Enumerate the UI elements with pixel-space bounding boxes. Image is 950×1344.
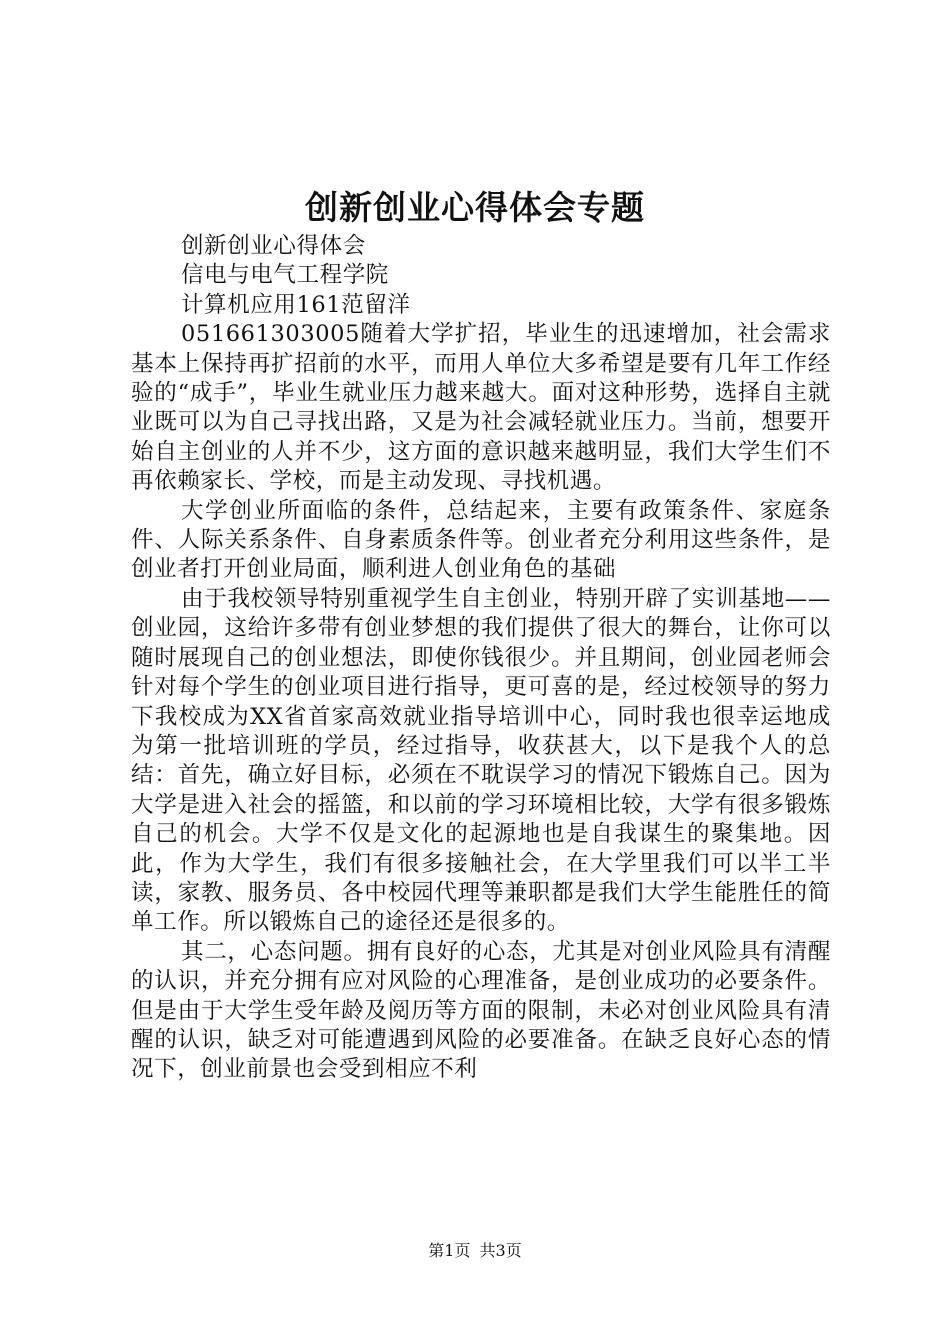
paragraph-intro: 051661303005随着大学扩招，毕业生的迅速增加，社会需求基本上保持再扩招前的水平，而用人单位大多希望是要有几年工作经验的“成手”，毕业生就业压力越来越大。面对这种形势，选择自主就业既可以为自己寻找出路，又是为社会减轻就业压力。当前，想要开始自主创业的人并不少，这方面的意识越来越明显，我们大学生们不再依赖家长、学校，而是主动发现、寻找机遇。 [131,321,831,495]
document-title: 创新创业心得体会专题 [305,188,645,227]
paragraph-conditions: 大学创业所面临的条件，总结起来，主要有政策条件、家庭条件、人际关系条件、自身素质条件等。创业者充分利用这些条件，是创业者打开创业局面，顺利进人创业角色的基础 [131,497,831,583]
page-number: 第1页 [428,1241,471,1260]
document-body [131,232,831,1085]
paragraph-school: 信电与电气工程学院 [181,262,389,289]
paragraph-subtitle: 创新创业心得体会 [181,233,366,259]
page-footer [0,1239,950,1263]
paragraph-author: 计算机应用161范留洋 [181,291,411,318]
page-total: 共3页 [479,1241,522,1260]
paragraph-mindset: 其二，心态问题。拥有良好的心态，尤其是对创业风险具有清醒的认识，并充分拥有应对风险的心理准备，是创业成功的必要条件。但是由于大学生受年龄及阅历等方面的限制，未必对创业风险具有清醒的认识，缺乏对可能遭遇到风险的必要准备。在缺乏良好心态的情况下，创业前景也会受到相应不利 [131,938,831,1083]
paragraph-school-support: 由于我校领导特别重视学生自主创业，特别开辟了实训基地——创业园，这给许多带有创业梦想的我们提供了很大的舞台，让你可以随时展现自己的创业想法，即使你钱很少。并且期间，创业园老师会针对每个学生的创业项目进行指导，更可喜的是，经过校领导的努力下我校成为XX省首家高效就业指导培训中心，同时我也很幸运地成为第一批培训班的学员，经过指导，收获甚大，以下是我个人的总结：首先，确立好目标，必须在不耽误学习的情况下锻炼自己。因为大学是进入社会的摇篮，和以前的学习环境相比较，大学有很多锻炼自己的机会。大学不仅是文化的起源地也是自我谋生的聚集地。因此，作为大学生，我们有很多接触社会，在大学里我们可以半工半读，家教、服务员、各中校园代理等兼职都是我们大学生能胜任的简单工作。所以锻炼自己的途径还是很多的。 [131,585,831,936]
